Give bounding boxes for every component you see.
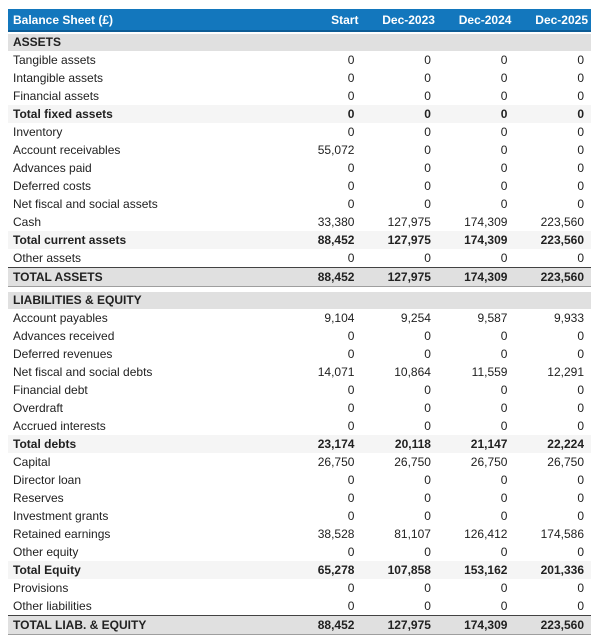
cell-value: 0 — [285, 159, 362, 177]
balance-sheet-body — [8, 31, 591, 635]
cell-value: 0 — [361, 87, 438, 105]
row-label: Net fiscal and social debts — [8, 363, 285, 381]
cell-value: 0 — [514, 177, 591, 195]
cell-value: 0 — [438, 87, 515, 105]
row-label: Financial debt — [8, 381, 285, 399]
cell-value: 0 — [285, 597, 362, 616]
table-row — [8, 345, 591, 363]
cell-value: 0 — [514, 579, 591, 597]
cell-value: 0 — [361, 327, 438, 345]
row-label: Advances received — [8, 327, 285, 345]
cell-value: 0 — [285, 327, 362, 345]
table-row — [8, 597, 591, 616]
table-row — [8, 51, 591, 69]
table-row — [8, 123, 591, 141]
balance-sheet — [8, 9, 591, 635]
cell-value: 0 — [514, 327, 591, 345]
row-label: Retained earnings — [8, 525, 285, 543]
row-label: Total current assets — [8, 231, 285, 249]
row-label: Intangible assets — [8, 69, 285, 87]
cell-value: 0 — [285, 195, 362, 213]
cell-value: 0 — [514, 105, 591, 123]
table-row — [8, 616, 591, 635]
cell-value: 0 — [361, 489, 438, 507]
cell-value: 22,224 — [514, 435, 591, 453]
cell-value: 0 — [438, 327, 515, 345]
cell-value: 26,750 — [438, 453, 515, 471]
cell-value: 0 — [438, 105, 515, 123]
cell-value: 0 — [514, 141, 591, 159]
row-label: Overdraft — [8, 399, 285, 417]
cell-value: 0 — [361, 381, 438, 399]
cell-value: 11,559 — [438, 363, 515, 381]
row-label: Other assets — [8, 249, 285, 268]
row-label: Financial assets — [8, 87, 285, 105]
cell-value: 174,309 — [438, 213, 515, 231]
row-label: Tangible assets — [8, 51, 285, 69]
section-label: LIABILITIES & EQUITY — [8, 292, 591, 309]
cell-value: 223,560 — [514, 268, 591, 287]
table-row — [8, 105, 591, 123]
cell-value: 0 — [285, 87, 362, 105]
cell-value: 0 — [514, 507, 591, 525]
cell-value: 0 — [514, 597, 591, 616]
cell-value: 88,452 — [285, 268, 362, 287]
table-header — [8, 9, 591, 31]
cell-value: 127,975 — [361, 268, 438, 287]
table-row — [8, 543, 591, 561]
table-row — [8, 141, 591, 159]
row-label: Cash — [8, 213, 285, 231]
cell-value: 0 — [285, 543, 362, 561]
row-label: TOTAL LIAB. & EQUITY — [8, 616, 285, 635]
column-header-dec-2023: Dec-2023 — [361, 9, 438, 31]
section-header-row — [8, 34, 591, 51]
cell-value: 0 — [438, 159, 515, 177]
table-row — [8, 507, 591, 525]
row-label: Other liabilities — [8, 597, 285, 616]
row-label: Deferred revenues — [8, 345, 285, 363]
cell-value: 0 — [285, 345, 362, 363]
cell-value: 0 — [438, 399, 515, 417]
cell-value: 0 — [438, 507, 515, 525]
row-label: Total Equity — [8, 561, 285, 579]
table-row — [8, 453, 591, 471]
cell-value: 0 — [438, 579, 515, 597]
table-row — [8, 177, 591, 195]
cell-value: 174,586 — [514, 525, 591, 543]
cell-value: 0 — [361, 51, 438, 69]
cell-value: 38,528 — [285, 525, 362, 543]
row-label: Advances paid — [8, 159, 285, 177]
table-row — [8, 471, 591, 489]
cell-value: 0 — [438, 543, 515, 561]
cell-value: 0 — [361, 417, 438, 435]
cell-value: 0 — [514, 471, 591, 489]
cell-value: 0 — [514, 345, 591, 363]
table-row — [8, 213, 591, 231]
table-row — [8, 417, 591, 435]
cell-value: 12,291 — [514, 363, 591, 381]
cell-value: 0 — [361, 543, 438, 561]
cell-value: 0 — [285, 399, 362, 417]
table-row — [8, 69, 591, 87]
cell-value: 0 — [361, 123, 438, 141]
cell-value: 0 — [514, 159, 591, 177]
cell-value: 0 — [285, 105, 362, 123]
cell-value: 153,162 — [438, 561, 515, 579]
cell-value: 0 — [438, 141, 515, 159]
table-row — [8, 249, 591, 268]
table-row — [8, 87, 591, 105]
cell-value: 126,412 — [438, 525, 515, 543]
row-label: Other equity — [8, 543, 285, 561]
table-title: Balance Sheet (£) — [8, 9, 285, 31]
cell-value: 107,858 — [361, 561, 438, 579]
cell-value: 0 — [438, 345, 515, 363]
cell-value: 0 — [285, 489, 362, 507]
cell-value: 0 — [285, 69, 362, 87]
cell-value: 0 — [514, 87, 591, 105]
row-label: Deferred costs — [8, 177, 285, 195]
column-header-dec-2024: Dec-2024 — [438, 9, 515, 31]
cell-value: 0 — [438, 471, 515, 489]
table-row — [8, 363, 591, 381]
table-row — [8, 489, 591, 507]
cell-value: 0 — [438, 51, 515, 69]
cell-value: 0 — [514, 381, 591, 399]
cell-value: 0 — [285, 507, 362, 525]
cell-value: 0 — [285, 249, 362, 268]
cell-value: 0 — [361, 159, 438, 177]
cell-value: 81,107 — [361, 525, 438, 543]
column-header-start: Start — [285, 9, 362, 31]
cell-value: 21,147 — [438, 435, 515, 453]
cell-value: 20,118 — [361, 435, 438, 453]
cell-value: 0 — [285, 123, 362, 141]
cell-value: 0 — [285, 51, 362, 69]
cell-value: 0 — [438, 177, 515, 195]
cell-value: 9,254 — [361, 309, 438, 327]
row-label: Accrued interests — [8, 417, 285, 435]
row-label: Capital — [8, 453, 285, 471]
row-label: Account receivables — [8, 141, 285, 159]
cell-value: 65,278 — [285, 561, 362, 579]
cell-value: 0 — [361, 579, 438, 597]
cell-value: 0 — [361, 105, 438, 123]
row-label: Inventory — [8, 123, 285, 141]
cell-value: 9,933 — [514, 309, 591, 327]
section-header-row — [8, 292, 591, 309]
cell-value: 0 — [438, 417, 515, 435]
cell-value: 0 — [361, 249, 438, 268]
table-row — [8, 435, 591, 453]
cell-value: 0 — [514, 69, 591, 87]
cell-value: 0 — [285, 579, 362, 597]
row-label: Reserves — [8, 489, 285, 507]
cell-value: 223,560 — [514, 616, 591, 635]
table-row — [8, 159, 591, 177]
cell-value: 0 — [361, 141, 438, 159]
cell-value: 174,309 — [438, 616, 515, 635]
cell-value: 127,975 — [361, 213, 438, 231]
column-header-dec-2025: Dec-2025 — [514, 9, 591, 31]
row-label: Provisions — [8, 579, 285, 597]
cell-value: 0 — [438, 249, 515, 268]
cell-value: 0 — [438, 195, 515, 213]
table-row — [8, 525, 591, 543]
cell-value: 26,750 — [514, 453, 591, 471]
cell-value: 33,380 — [285, 213, 362, 231]
cell-value: 10,864 — [361, 363, 438, 381]
cell-value: 0 — [438, 381, 515, 399]
cell-value: 0 — [438, 597, 515, 616]
row-label: Total debts — [8, 435, 285, 453]
row-label: TOTAL ASSETS — [8, 268, 285, 287]
cell-value: 55,072 — [285, 141, 362, 159]
cell-value: 0 — [361, 195, 438, 213]
cell-value: 0 — [285, 381, 362, 399]
balance-sheet-table — [8, 9, 591, 635]
row-label: Net fiscal and social assets — [8, 195, 285, 213]
table-row — [8, 231, 591, 249]
cell-value: 0 — [438, 69, 515, 87]
cell-value: 26,750 — [361, 453, 438, 471]
cell-value: 9,104 — [285, 309, 362, 327]
cell-value: 0 — [438, 489, 515, 507]
table-row — [8, 268, 591, 287]
cell-value: 223,560 — [514, 231, 591, 249]
cell-value: 0 — [361, 345, 438, 363]
cell-value: 0 — [514, 249, 591, 268]
cell-value: 88,452 — [285, 231, 362, 249]
table-row — [8, 561, 591, 579]
cell-value: 0 — [514, 489, 591, 507]
cell-value: 127,975 — [361, 616, 438, 635]
cell-value: 0 — [285, 177, 362, 195]
cell-value: 0 — [514, 399, 591, 417]
cell-value: 201,336 — [514, 561, 591, 579]
header-row — [8, 9, 591, 31]
cell-value: 0 — [514, 51, 591, 69]
cell-value: 26,750 — [285, 453, 362, 471]
cell-value: 0 — [438, 123, 515, 141]
cell-value: 0 — [514, 195, 591, 213]
cell-value: 0 — [285, 471, 362, 489]
row-label: Account payables — [8, 309, 285, 327]
row-label: Investment grants — [8, 507, 285, 525]
cell-value: 88,452 — [285, 616, 362, 635]
table-row — [8, 579, 591, 597]
cell-value: 9,587 — [438, 309, 515, 327]
cell-value: 127,975 — [361, 231, 438, 249]
cell-value: 0 — [361, 471, 438, 489]
cell-value: 0 — [514, 543, 591, 561]
table-row — [8, 381, 591, 399]
cell-value: 174,309 — [438, 231, 515, 249]
table-row — [8, 327, 591, 345]
cell-value: 0 — [361, 399, 438, 417]
row-label: Director loan — [8, 471, 285, 489]
cell-value: 0 — [514, 417, 591, 435]
cell-value: 223,560 — [514, 213, 591, 231]
cell-value: 0 — [361, 69, 438, 87]
cell-value: 0 — [514, 123, 591, 141]
cell-value: 23,174 — [285, 435, 362, 453]
cell-value: 0 — [361, 597, 438, 616]
table-row — [8, 195, 591, 213]
section-label: ASSETS — [8, 34, 591, 51]
table-row — [8, 309, 591, 327]
cell-value: 174,309 — [438, 268, 515, 287]
cell-value: 14,071 — [285, 363, 362, 381]
cell-value: 0 — [361, 507, 438, 525]
table-row — [8, 399, 591, 417]
cell-value: 0 — [361, 177, 438, 195]
cell-value: 0 — [285, 417, 362, 435]
row-label: Total fixed assets — [8, 105, 285, 123]
